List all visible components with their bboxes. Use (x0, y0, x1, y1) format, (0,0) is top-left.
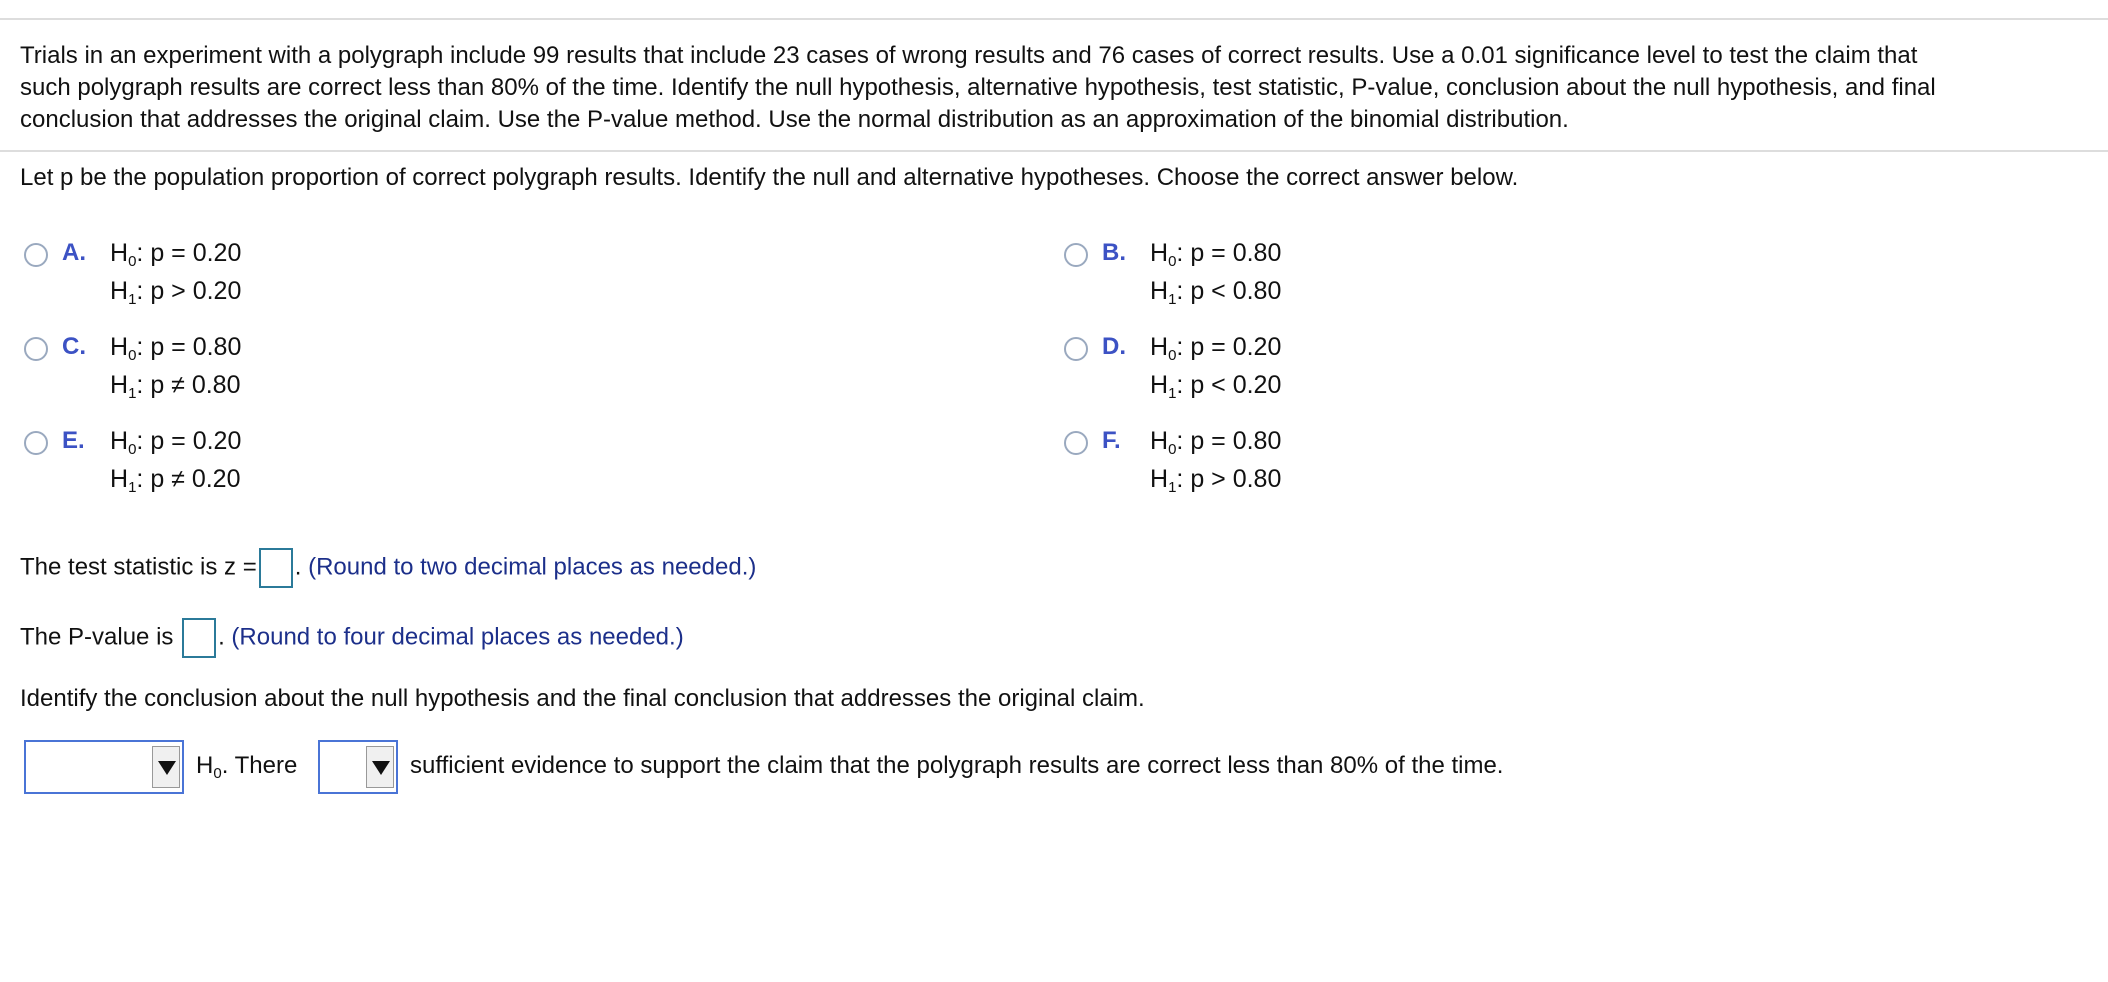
chevron-down-icon[interactable] (152, 746, 180, 788)
radio-d[interactable] (1064, 337, 1088, 361)
p-value-input[interactable] (182, 618, 216, 658)
test-statistic-line (20, 548, 756, 588)
choice-letter-a: A. (62, 239, 86, 266)
alt-hypothesis-c: $H_1$: p ≠ 0.80 (110, 371, 241, 402)
alt-hypothesis-d: $H_1$: p < 0.20 (1150, 371, 1282, 402)
choice-letter-f: F. (1102, 427, 1121, 454)
question-line-2: such polygraph results are correct less than 80% of the time. Identify the null hypothesis, alternative hypothesis, test statistic, P-value, conclusion about the null hypothesis, and final (20, 74, 1936, 101)
alt-hypothesis-e: $H_1$: p ≠ 0.20 (110, 465, 241, 496)
radio-c[interactable] (24, 337, 48, 361)
null-hypothesis-b: $H_0$: p = 0.80 (1150, 239, 1282, 270)
choice-d[interactable] (1064, 331, 1664, 411)
choice-c[interactable] (24, 331, 624, 411)
choice-f[interactable] (1064, 425, 1664, 505)
question-line-1: Trials in an experiment with a polygraph include 99 results that include 23 cases of wrong results and 76 cases of correct results. Use a 0.01 significance level to test the claim that (20, 42, 1918, 69)
null-hypothesis-ref: $H_0$. There (196, 752, 298, 782)
test-statistic-input[interactable] (259, 548, 293, 588)
alt-hypothesis-b: $H_1$: p < 0.80 (1150, 277, 1282, 308)
question-text (20, 40, 2100, 136)
conclusion-tail: sufficient evidence to support the claim that the polygraph results are correct less than 80% of the time. (410, 752, 1504, 779)
null-hypothesis-d: $H_0$: p = 0.20 (1150, 333, 1282, 364)
evidence-dropdown[interactable] (318, 740, 398, 794)
radio-b[interactable] (1064, 243, 1088, 267)
test-statistic-suffix: . (294, 553, 302, 581)
null-decision-dropdown[interactable] (24, 740, 184, 794)
p-value-line (20, 618, 684, 658)
question-divider (0, 150, 2108, 152)
choice-letter-e: E. (62, 427, 85, 454)
choice-e[interactable] (24, 425, 624, 505)
chevron-down-icon[interactable] (366, 746, 394, 788)
conclusion-prompt: Identify the conclusion about the null hypothesis and the final conclusion that addresses the original claim. (20, 685, 1145, 712)
choice-letter-b: B. (1102, 239, 1126, 266)
top-divider (0, 18, 2108, 20)
hypotheses-prompt: Let p be the population proportion of correct polygraph results. Identify the null and alternative hypotheses. Choose the correct answer below. (20, 164, 1519, 191)
choice-letter-c: C. (62, 333, 86, 360)
radio-f[interactable] (1064, 431, 1088, 455)
alt-hypothesis-a: $H_1$: p > 0.20 (110, 277, 242, 308)
radio-a[interactable] (24, 243, 48, 267)
question-line-3: conclusion that addresses the original claim. Use the P-value method. Use the normal distribution as an approximation of the binomial distribution. (20, 106, 1569, 133)
p-value-suffix: . (218, 623, 225, 651)
choice-letter-d: D. (1102, 333, 1126, 360)
choice-b[interactable] (1064, 237, 1664, 317)
p-value-hint: (Round to four decimal places as needed.) (231, 623, 684, 651)
p-value-label: The P-value is (20, 623, 174, 651)
test-statistic-label: The test statistic is z = (20, 553, 257, 581)
null-hypothesis-e: $H_0$: p = 0.20 (110, 427, 242, 458)
alt-hypothesis-f: $H_1$: p > 0.80 (1150, 465, 1282, 496)
radio-e[interactable] (24, 431, 48, 455)
test-statistic-hint: (Round to two decimal places as needed.) (308, 553, 757, 581)
choice-a[interactable] (24, 237, 624, 317)
null-hypothesis-a: $H_0$: p = 0.20 (110, 239, 242, 270)
null-hypothesis-f: $H_0$: p = 0.80 (1150, 427, 1282, 458)
null-hypothesis-c: $H_0$: p = 0.80 (110, 333, 242, 364)
